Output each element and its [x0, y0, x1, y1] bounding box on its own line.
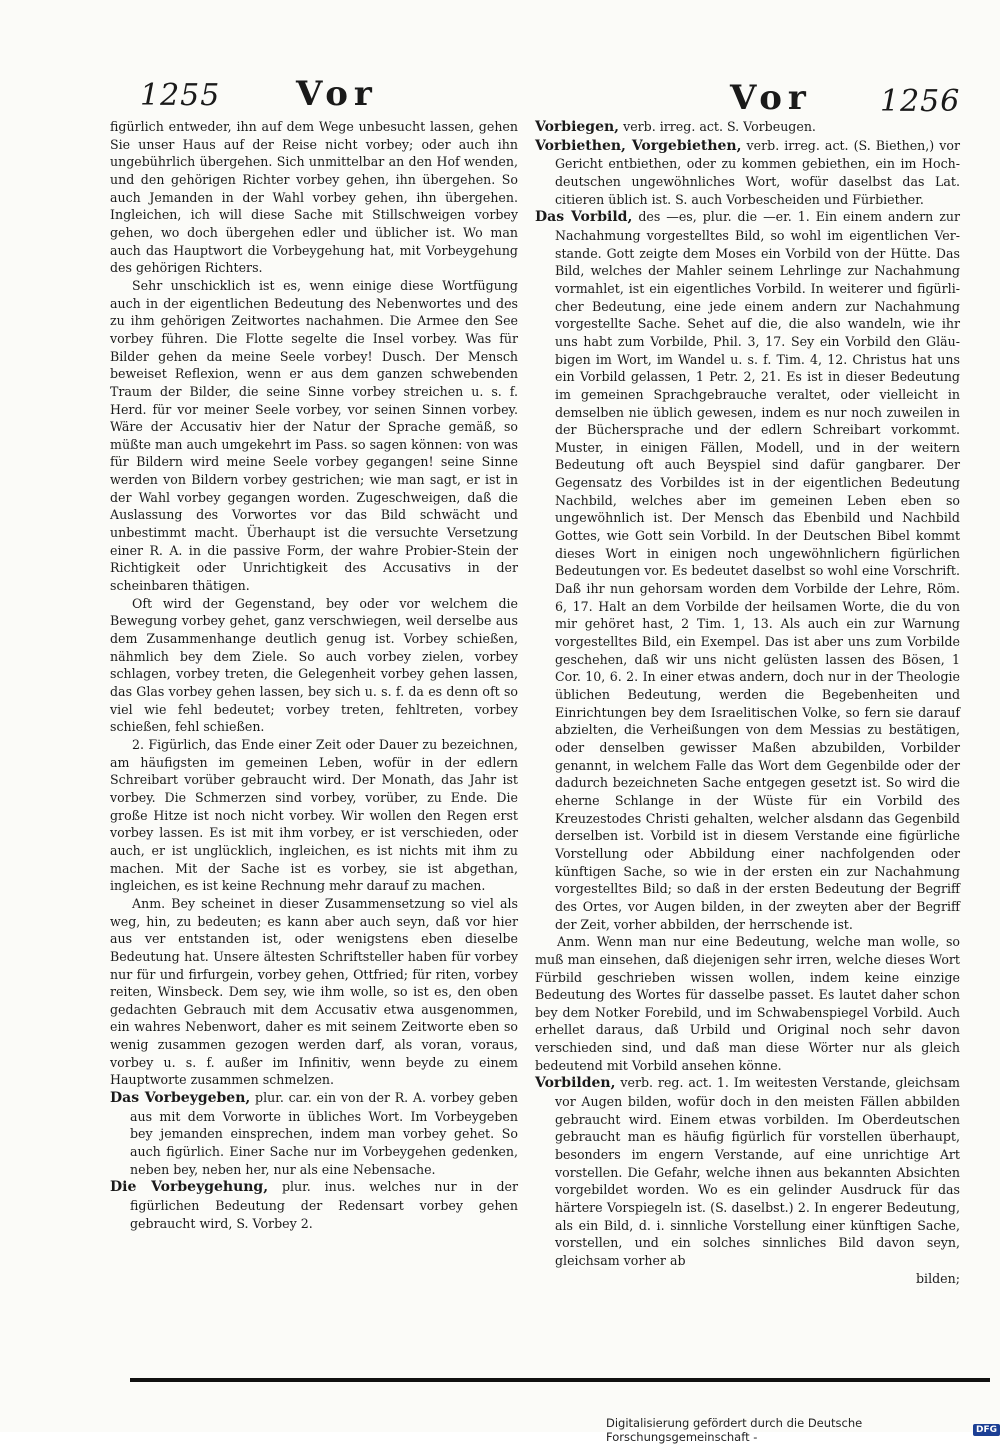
entry-headword: Das Vorbild, [535, 209, 633, 226]
entry-body: des —es, plur. die —er. 1. Ein einem andern zur Nachahmung vorgestelltes Bild, so wohl im eigentlichen Verstande. Gott zeigte dem Moses ein Vorbild von der Hütte. Das Bild, welches der Mahler seinem Lehrlinge zur Nachahmung vormahlet, ist ein eigentliches Vorbild. In weiterer und figürlicher Bedeutung, eine jede einem andern zur Nachahmung vorgestellte Sache. Sehet auf die, die also wandeln, wie ihr uns habt zum Vorbilde, Phil. 3, 17. Sey ein Vorbild den Gläubigen im Wort, im Wandel u. s. f. Tim. 4, 12. Christus hat uns ein Vorbild gelassen, 1 Petr. 2, 21. Es ist in dieser Bedeutung im gemeinen Sprachgebrauche veraltet, oder vielleicht in demselben nie üblich gewesen, indem es nur noch zuweilen in der Büchersprache und der edlern Schreibart vorkommt. Muster, in einigen Fällen, Modell, und in der weitern Bedeutung oft auch Beyspiel sind dafür gangbarer. Der Gegensatz des Vorbildes ist in der eigentlichen Bedeutung Nachbild, welches aber im gemeinen Leben eben so ungewöhnlich ist. Der Mensch das Ebenbild und Nachbild Gottes, wie Gott sein Vorbild. In der Deutschen Bibel kommt dieses Wort in einigen noch ungewöhnlichern figürlichen Bedeutungen vor. Es bedeutet daselbst so wohl eine Vorschrift. Daß ihr nun gehorsam worden dem Vorbilde der Lehre, Röm. 6, 17. Halt an dem Vorbilde der heilsamen Worte, die du von mir gehöret hast, 2 Tim. 1, 13. Als auch ein zur Warnung vorgestelltes Bild, ein Exempel. Das ist aber uns zum Vorbilde geschehen, daß wir uns nicht gelüsten lassen des Bösen, 1 Cor. 10, 6. 2. In einer etwas andern, doch nur in der Theologie üblichen Bedeutung, werden die Begebenheiten und Einrichtungen bey dem Israelitischen Volke, so fern sie darauf abzielten, die Verheißungen von dem Messias zu bestätigen, oder denselben gewisser Maßen abzubilden, Vorbilder genannt, in welchem Falle das Wort dem Gegenbilde oder der dadurch bezeichneten Sache entgegen gesetzt ist. So wird die eherne Schlange in der Wüste für ein Vorbild des Kreuzestodes Christi gehalten, welcher alsdann das Gegenbild derselben ist. Vorbild ist in diesem Verstande eine figürliche Vorstellung oder Abbildung einer nachfolgenden oder künftigen Sache, so wie in der ersten ein zur Nachahmung vorgestelltes Bild; so daß in der ersten Bedeutung der Begriff des Ortes, vor Augen bilden, in der zweyten aber der Begriff der Zeit, vorher abbilden, der herrschende ist. [555, 209, 960, 932]
entry-headword: Die Vorbeygehung, [110, 1179, 269, 1196]
dictionary-entry [535, 208, 960, 933]
annotation-paragraph: Anm. Wenn man nur eine Bedeutung, welche man wolle, so muß man einsehen, daß diejenigen sehr irren, welche dieses Wort Fürbild geschrieben wissen wollen, indem keine einzige Bedeutung des Wortes für dasselbe passet. Es lautet daher schon bey dem Notker Forebild, und im Schwabenspiegel Vorbild. Auch erhellet daraus, daß Urbild und Original noch sehr davon verschieden sind, und daß man diese Wörter nur als gleich bedeutend mit Vorbild ansehen könne. [535, 934, 960, 1073]
left-headword: Vor [296, 74, 378, 114]
paragraph: 2. Figürlich, das Ende einer Zeit oder Dauer zu bezeichnen, am häufigsten im gemeinen Leben, wofür in der edlern Schreibart vorüber gebraucht wird. Der Monath, das Jahr ist vorbey. Die Schmerzen sind vorbey, vorüber, zu Ende. Die große Hitze ist noch nicht vorbey. Wir wollen den Regen erst vorbey lassen. Es ist mit ihm vorbey, er ist verschieden, oder auch, er ist unglücklich, ingleichen, es ist nichts mit ihm zu machen. Mit der Sache ist es vorbey, sie ist abgethan, ingleichen, es ist keine Rechnung mehr darauf zu machen. [110, 736, 518, 894]
dictionary-entry [535, 137, 960, 209]
entry-headword: Vorbiegen, [535, 119, 620, 135]
dictionary-entry [535, 1074, 960, 1269]
paragraph: Sehr unschicklich ist es, wenn einige diese Wortfügung auch in der eigentlichen Bedeutung des Nebenwortes und des zu ihm gehörigen Zeitwortes nachahmen. Die Armee den See vorbey führen. Die Flotte segelte die Insel vorbey. Was für Bilder gehen da meine Seele vorbey! Dusch. Der Mensch beweiset Reflexion, wenn er aus dem ganzen schwebenden Traum der Bilder, die seine Sinne vorbey streichen u. s. f. Herd. für vor meiner Seele vorbey, vor seinen Sinnen vorbey. Wäre der Accusativ hier der Natur der Sprache gemäß, so müßte man auch umgekehrt im Pass. so sagen können: von was für Bildern wird meine Seele vorbey gegangen! seine Sinne werden von Bildern vorbey gestrichen; wie man sagt, er ist in der Wahl vorbey gegangen worden. Zugeschweigen, daß die Auslassung des Vorwortes vor das Bild schwächt und unbestimmt macht. Überhaupt ist die versuchte Versetzung einer R. A. in die passive Form, der wahre Probier-Stein der Richtigkeit oder Unrichtigkeit des Accusativs in der scheinbaren thätigen. [110, 277, 518, 594]
entry-headword: Vorbilden, [535, 1075, 616, 1092]
entry-body: plur. car. ein von der R. A. vorbey geben aus mit dem Vorworte in übliches Wort. Im Vorbeygeben bey jemanden einsprechen, indem man vorbey gehet. So auch figürlich. Einer Sache nur im Vorbeygehen gedenken, neben bey, neben her, nur als eine Nebensache. [130, 1090, 518, 1177]
left-column [110, 118, 518, 1232]
dictionary-entry [110, 1178, 518, 1232]
catchword: bilden; [916, 1270, 960, 1286]
paragraph: Oft wird der Gegenstand, bey oder vor welchem die Bewegung vorbey gehet, ganz verschwiegen, weil derselbe aus dem Zusammenhange deutlich genug ist. Vorbey schießen, nähmlich bey dem Ziele. So auch vorbey zielen, vorbey schlagen, vorbey treten, die Gelegenheit vorbey gehen lassen, das Glas vorbey gehen lassen, bey sich u. s. f. da es denn oft so viel wie fehl bedeutet; vorbey treten, fehltreten, vorbey schießen, fehl schießen. [110, 595, 518, 735]
left-page-number: 1255 [140, 78, 221, 113]
right-page-number: 1256 [880, 84, 961, 119]
annotation-paragraph: Anm. Bey scheinet in dieser Zusammensetzung so viel als weg, hin, zu bedeuten; es kann aber auch seyn, daß vor hier aus ver entstanden ist, oder wenigstens eben dieselbe Bedeutung hat. Unsere ältesten Schriftsteller haben für vorbey nur für und firfurgein, vorbey gehen, Ottfried; für riten, vorbey reiten, Winsbeck. Dem sey, wie ihm wolle, so ist es, den oben gedachten Gebrauch mit dem Accusativ etwa ausgenommen, ein wahres Nebenwort, daher es mit seinem Zeitworte eben so wenig zusammen gezogen werden darf, als voran, voraus, vorbey u. s. f. außer im Infinitiv, wenn beyde zu einem Hauptworte zusammen schmelzen. [110, 895, 518, 1088]
entry-body: verb. reg. act. 1. Im weitesten Verstande, gleichsam vor Augen bilden, wofür doch in den meisten Fällen abbilden gebraucht wird. Einem etwas vorbilden. Im Oberdeutschen gebraucht man es häufig figürlich für vorstellen überhaupt, besonders im engern Verstande, auf eine unrichtige Art vorstellen. Die Gefahr, welche ihnen aus bekannten Absichten vorgebildet worden. Wo es ein gelinder Ausdruck für das härtere Vorspiegeln ist. (S. daselbst.) 2. In engerer Bedeutung, als ein Bild, d. i. sinnliche Vorstellung einer künftigen Sache, vorstellen, und ein solches sinnliches Bild davon seyn, gleichsam vorher ab [555, 1075, 960, 1268]
right-column [535, 118, 960, 1287]
paragraph: figürlich entweder, ihn auf dem Wege unbesucht lassen, gehen Sie unser Haus auf der Reise nicht vorbey; oder auch ihn ungebührlich übergehen. Sich unmittelbar an den Hof wenden, und den gehörigen Richter vorbey gehen, ihn übergehen. So auch Jemanden in der Wahl vorbey gehen, ihn übergehen. Ingleichen, ich will diese Sache mit Stillschweigen vorbey gehen, wo doch übergehen edler und üblicher ist. Wo man auch das Hauptwort die Vorbeygehung hat, mit Vorbeygehung des gehörigen Richters. [110, 119, 518, 276]
dictionary-entry [110, 1089, 518, 1178]
entry-headword: Vorbiethen, Vorgebiethen, [535, 137, 742, 154]
dfg-logo: DFG [973, 1424, 1000, 1436]
entry-body: verb. irreg. act. (S. Biethen,) vor Gericht entbiethen, oder zu kommen gebiethen, ein im Hochdeutschen ungewöhnliches Wort, wofür daselbst das Lat. citieren üblich ist. S. auch Vorbescheiden und Fürbiether. [555, 137, 960, 207]
dictionary-entry [535, 118, 960, 137]
entry-headword: Das Vorbeygeben, [110, 1090, 251, 1107]
funding-footer [606, 1416, 1000, 1444]
entry-body: verb. irreg. act. S. Vorbeugen. [623, 119, 816, 134]
entry-body: plur. inus. welches nur in der figürlichen Bedeutung der Redensart vorbey gehen gebraucht wird, S. Vorbey 2. [130, 1179, 519, 1231]
right-headword: Vor [730, 78, 812, 118]
page-bottom-rule [130, 1378, 990, 1382]
footer-text: Digitalisierung gefördert durch die Deutsche Forschungsgemeinschaft - [606, 1416, 863, 1444]
